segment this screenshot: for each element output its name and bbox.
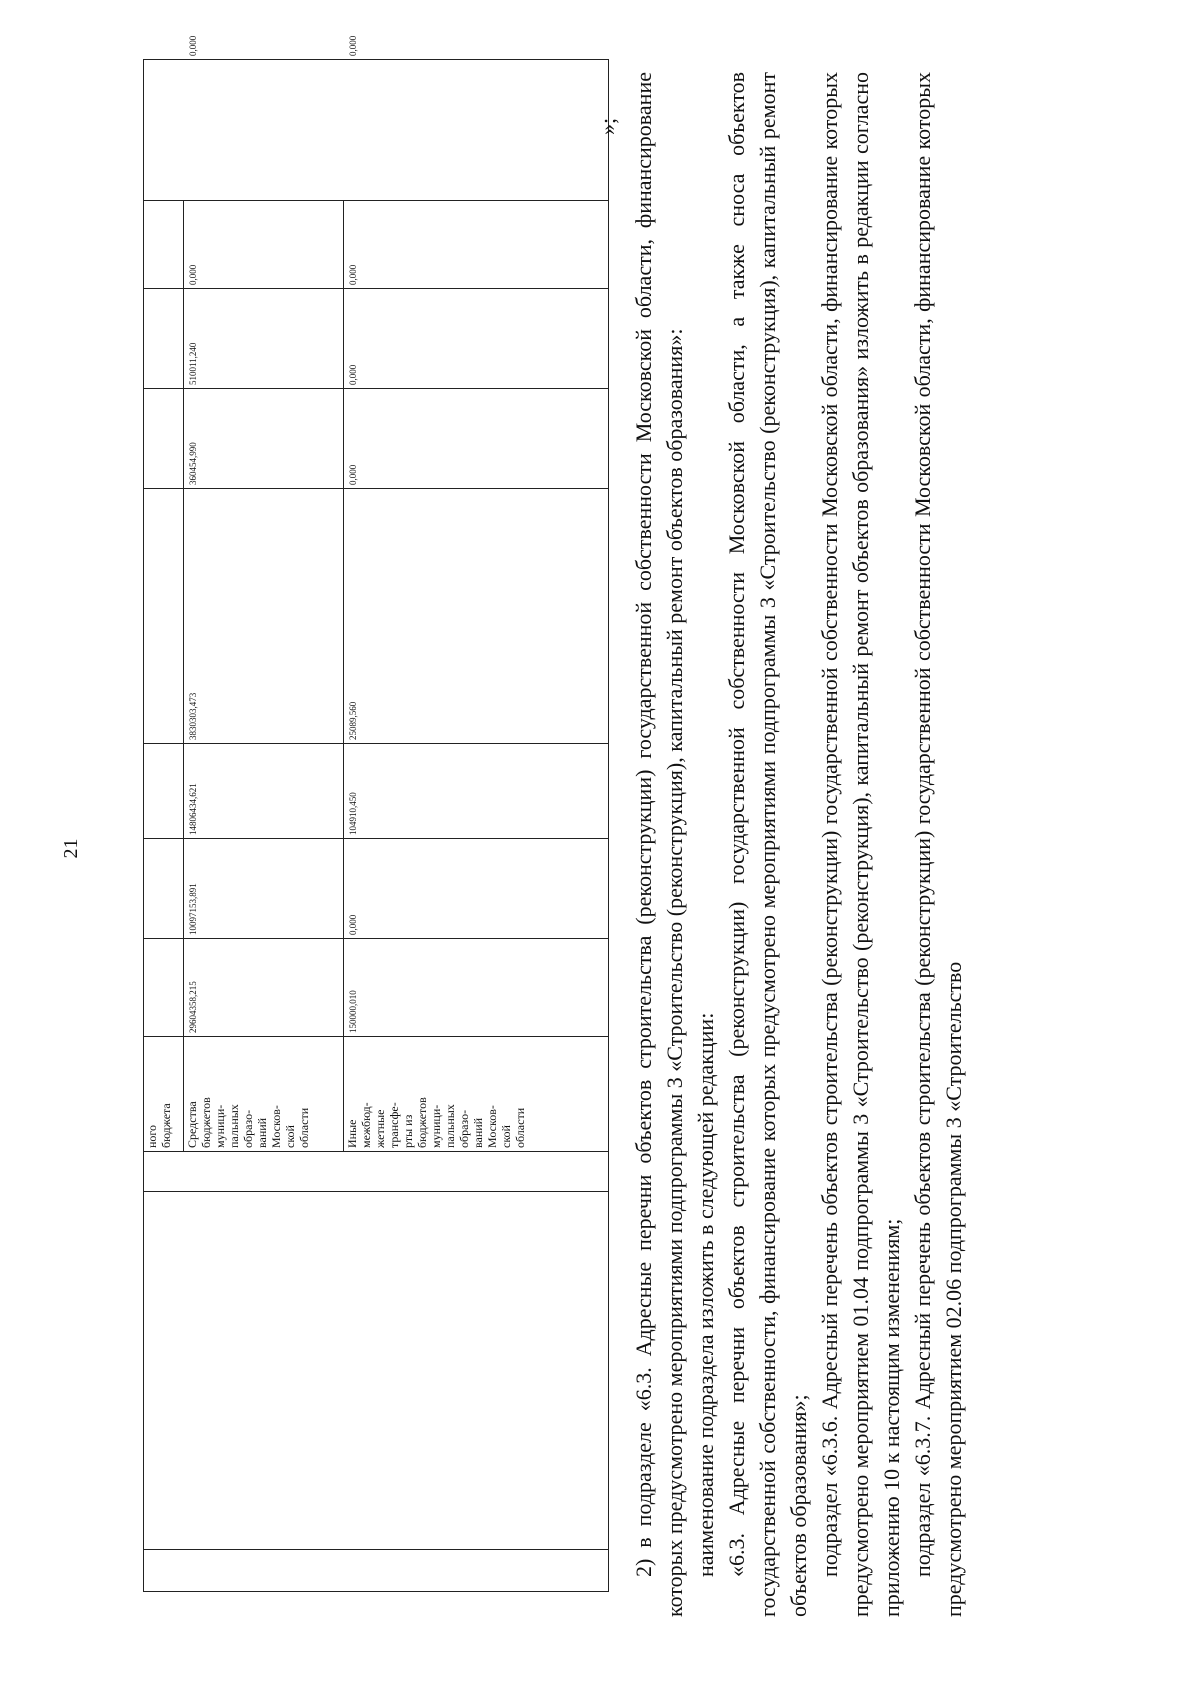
- table-cell: [144, 489, 184, 744]
- table-value-cell: 360454,990: [184, 389, 344, 489]
- table-cell: [144, 839, 184, 939]
- table-cell: [144, 60, 609, 201]
- table-cell: [144, 289, 184, 389]
- paragraph: подраздел «6.3.6. Адресный перечень объектов строительства (реконструкции) государственной собственности Московской области, финансирование которых предусмотрено мероприятием 01.04 подпрограммы 3 «Строительство (реконструкция), капитальный ремонт объектов образования» изложить в редакции согласно приложению 10 к настоящим изменениям;: [817, 72, 904, 1617]
- table-row: Средства бюджетов муници- пальных образо- ваний Москов- ской области 29604358,215 10097153,891 14806434,621 3830303,473 360454,990 510011,240 0,000 0,000: [184, 60, 344, 1592]
- paragraph: наименование подраздела изложить в следующей редакции:: [693, 1012, 718, 1577]
- table-value-cell: 25089,560: [344, 489, 609, 744]
- page-number: 21: [60, 838, 82, 859]
- table-cell: [144, 1152, 609, 1192]
- financing-table: [143, 35, 609, 1592]
- table-row: Иные межбюд- жетные трансфе- рты из бюджетов муници- пальных образо- ваний Москов- ской области 150000,010 0,000 104910,450 25089,560 0,000 0,000 0,000 0,000: [344, 60, 609, 1592]
- table-label-cell: ного бюджета: [144, 1037, 184, 1152]
- table-value-cell: 0,000: [184, 201, 344, 289]
- table-value-cell: 29604358,215: [184, 939, 344, 1037]
- table-value-cell: 14806434,621: [184, 744, 344, 839]
- paragraph: подраздел «6.3.7. Адресный перечень объектов строительства (реконструкции) государственной собственности Московской области, финансирование которых предусмотрено мероприятием 02.06 подпрограммы 3 «Строительство: [910, 72, 966, 1617]
- table-cell: [144, 744, 184, 839]
- closing-quote: »;: [595, 117, 620, 135]
- table-cell: [144, 1192, 609, 1550]
- table-row: [144, 60, 184, 1592]
- document-body: [628, 72, 969, 1617]
- table-value-cell: 3830303,473: [184, 489, 344, 744]
- table-cell: [144, 201, 184, 289]
- table-value-cell: 104910,450: [344, 744, 609, 839]
- table-cell: [144, 939, 184, 1037]
- table-label-cell: Средства бюджетов муници- пальных образо- ваний Москов- ской области: [184, 1037, 344, 1152]
- table-label-cell: Иные межбюд- жетные трансфе- рты из бюджетов муници- пальных образо- ваний Москов- ской области: [344, 1037, 609, 1152]
- table-value-cell: 150000,010: [344, 939, 609, 1037]
- table-value-cell: 510011,240: [184, 289, 344, 389]
- paragraph: 2) в подразделе «6.3. Адресные перечни объектов строительства (реконструкции) государственной собственности Московской области, финансирование которых предусмотрено мероприятиями подпрограммы 3 «Строительство (реконструкция), капитальный ремонт объектов образования»:: [631, 72, 687, 1617]
- paragraph: «6.3. Адресные перечни объектов строительства (реконструкции) государственной собственности Московской области, а также сноса объектов государственной собственности, финансирование которых предусмотрено мероприятиями подпрограммы 3 «Строительство (реконструкция), капитальный ремонт объектов образования»;: [724, 72, 811, 1617]
- table-value-cell: 10097153,891: [184, 839, 344, 939]
- table-value-cell: 0,000: [344, 289, 609, 389]
- table-value-cell: 0,000: [344, 201, 609, 289]
- table-value-cell: 0,000: [344, 389, 609, 489]
- table-cell: [144, 389, 184, 489]
- table-cell: [144, 1550, 609, 1592]
- table-value-cell: 0,000: [344, 839, 609, 939]
